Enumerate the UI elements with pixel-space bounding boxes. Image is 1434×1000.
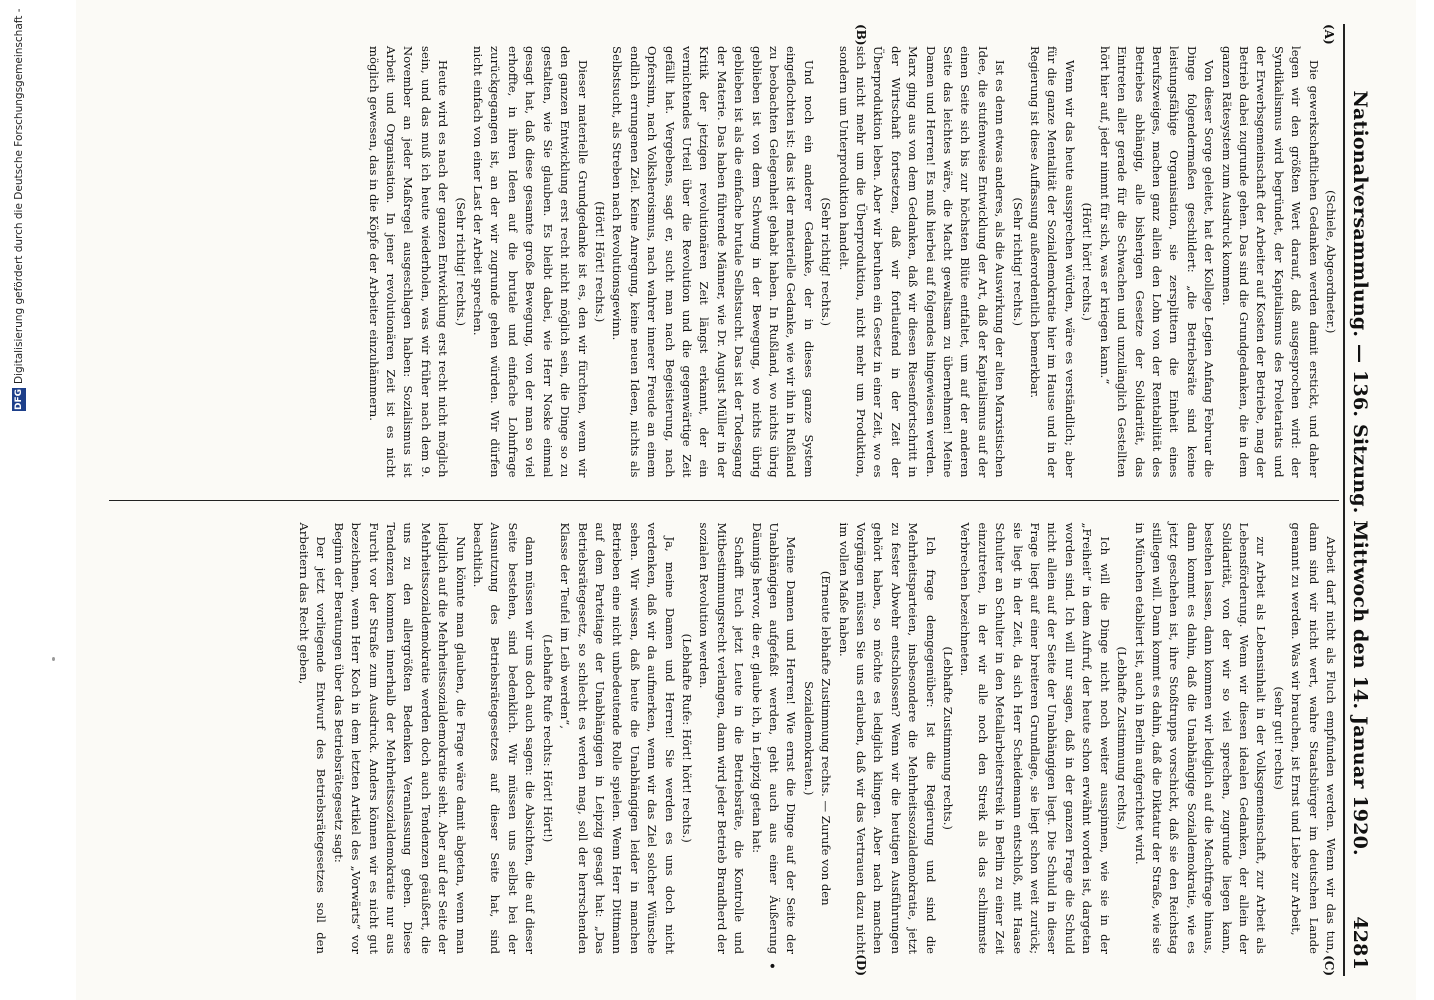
paragraph: (Sehr richtig! rechts.) xyxy=(819,197,834,327)
paragraph: (Lebhafte Rufe: Hört! hört! rechts.) xyxy=(679,633,694,843)
paragraph: (Lebhafte Zustimmung rechts.) xyxy=(1115,646,1130,830)
page-header xyxy=(1343,24,1389,976)
paragraph: Meine Damen und Herren! Wie ernst die Dinge auf der Seite der Unabhängigen aufgefaßt werden, geht auch aus einer Äußerung Däumigs hervor, die er, glaube ich, in Leipzig getan hat: xyxy=(749,522,799,954)
paragraph: (Sehr richtig! rechts.) xyxy=(453,197,468,327)
paragraph: Der jetzt vorliegende Entwurf des Betriebsrätegesetzes soll den Arbeitern das Recht geben, xyxy=(297,522,329,954)
paragraph: Ich will die Dinge nicht noch weiter ausspinnen, wie sie in der „Freiheit“ in dem Aufruf, der heute schon erwähnt worden ist, dargetan worden sind. Ich will nur sagen, daß in der ganzen Frage die Schuld nicht allein auf der Seite der Unabhängigen liegt. Die Schuld in dieser Frage liegt auf einer breiteren Grundlage, sie liegt schon weit zurück; sie liegt in der Zeit, da sich Herr Scheidemann entschloß, mit Haase Schulter an Schulter in den Metallarbeiterstreik in Berlin zu einer Zeit einzutreten, in der wir alle noch den Streik als das schlimmste Verbrechen bezeichneten. xyxy=(958,522,1112,954)
left-column xyxy=(109,24,1339,500)
text-columns xyxy=(109,24,1339,976)
credit-text: Digitalisierung gefördert durch die Deutsche Forschungsgemeinschaft - xyxy=(13,8,25,384)
scanned-page xyxy=(76,0,1416,1000)
paragraph: (Sehr richtig! rechts.) xyxy=(1010,197,1025,327)
paragraph: dann müssen wir uns doch auch sagen: die Absichten, die auf dieser Seite bestehen, sind bedenklich. Wir müssen uns selbst bei der Ausnutzung des Betriebsrätegesetzes auf dieser Seite hat, sind beachtlich. xyxy=(471,522,538,954)
paragraph: (Hört! hört! rechts.) xyxy=(1080,202,1095,321)
paragraph: Dieser materielle Grundgedanke ist es, den wir fürchten, wenn wir den ganzen Entwicklung erst recht nicht möglich sein, die Dinge so zu gestalten, wie Sie glauben. Es bleibt dabei, wie Herr Noske einmal gesagt hat, daß diese gesamte große Bewegung, von der man so viel erhoffte, in ihren Ideen auf die brutale und einfache Lohnfrage zurückgegangen ist, an der wir zugrunde gehen würden. Wir dürfen nicht einfach von einer Last der Arbeit sprechen. xyxy=(471,46,590,478)
header-title: Nationalversammlung. — 136. Sitzung. Mittwoch den 14. Januar 1920. xyxy=(1349,90,1371,856)
paragraph: Wenn wir das heute aussprechen würden, wäre es verständlich; aber für die ganze Mentalität der Sozialdemokratie hier im Hause und in der Regierung ist diese Auffassung außerordentlich bemerkbar. xyxy=(1028,46,1077,478)
paragraph: Heute wird es nach der ganzen Entwicklung erst recht nicht möglich sein, und das muß ich heute wiederholen, was wir früher nach dem 9. November an jeder Maßregel ausgeschlagen haben: Sozialismus ist Arbeit und Organisation. In jener revolutionären Zeit ist es nicht möglich gewesen, das in die Köpfe der Arbeiter einzuhämmern. xyxy=(366,46,451,478)
paragraph: (Hört! Hört! rechts.) xyxy=(592,201,607,323)
paragraph: (Lebhafte Rufe rechts: Hört! Hört!) xyxy=(540,634,555,843)
paragraph: Schafft Euch jetzt Leute in die Betriebsräte, die Kontrolle und Mitbestimmungsrecht verlangen, dann wird jeder Betrieb Brandherd der sozialen Revolution werden. xyxy=(697,522,747,954)
paragraph: (Schiele, Abgeordneter.) xyxy=(1324,190,1338,334)
margin-marker-a: (A) xyxy=(1322,24,1336,45)
paragraph: Ja, meine Damen und Herren! Sie werden es uns doch nicht verdenken, daß wir da aufmerken, wenn wir das Ziel solcher Wünsche sehen. Wir wissen, daß heute die Unabhängigen leider in manchen Betrieben eine nicht unbedeutende Rolle spielen. Wenn Herr Dittmann auf dem Parteitage der Unabhängigen in Leipzig gesagt hat: „Das Betriebsrätegesetz, so schlecht es werden mag, soll der herrschenden Klasse der Teufel im Leib werden“, xyxy=(558,522,677,954)
paragraph: (Erneute lebhafte Zustimmung rechts. — Zurufe von den Sozialdemokraten.) xyxy=(801,570,834,906)
paragraph: Und noch ein anderer Gedanke, der in dieses ganze System eingeflochten ist: das ist der materielle Gedanke, wie wir ihn in Rußland zu beobachten Gelegenheit gehabt haben. In Rußland, wo nichts übrig geblieben ist von dem Schwung in der Bewegung, wo nichts übrig geblieben ist als die einfache brutale Selbstsucht. Das ist der Todesgang der Materie. Das haben führende Männer, wie Dr. August Müller in der Kritik der jetzigen revolutionären Zeit längst erkannt, der ein vernichtendes Urteil über die Revolution und die gegenwärtige Zeit gefällt hat. Vergebens, sagt er, sucht man nach Begeisterung, nach Opfersinn, nach Volksheroismus, nach wahrer innerer Freude an einem endlich errungenen Ziel. Keine Anregung, keine neuen Ideen, nichts als Selbstsucht, als Streben nach Revolutionsgewinn. xyxy=(610,46,816,478)
margin-marker-b: (B) xyxy=(854,24,868,46)
paragraph: (sehr gut! rechts) xyxy=(1271,686,1286,790)
margin-marker-c: (C) xyxy=(1322,955,1336,976)
margin-marker-d: (D) xyxy=(854,954,868,976)
margin-dot: • xyxy=(763,961,779,970)
paragraph: Von dieser Sorge geleitet, hat der Kollege Legien Anfang Februar die Dinge folgendermaßen geschildert: „die Betriebsräte sind keine leistungsfähige Organisation, sie zersplittern die Einheit eines Berufszweiges, machen ganz allein den Lohn von der Rentabilität des Betriebes abhängig, alle bisherigen Gesetze der Solidarität, das Eintreten aller gerade für die Schwachen und unzulänglich Gestellten hört hier auf, jeder nimmt für sich, was er kriegen kann.“ xyxy=(1097,46,1217,478)
paragraph: (Lebhafte Zustimmung rechts.) xyxy=(941,646,956,830)
rotated-page-content xyxy=(103,16,1389,984)
dfg-logo: DFG xyxy=(14,388,24,410)
paragraph: Arbeit darf nicht als Fluch empfunden werden. Wenn wir das tun, dann sind wir nicht wert, wahre Staatsbürger im deutschen Lande genannt zu werden. Was wir brauchen, ist Ernst und Liebe zur Arbeit, xyxy=(1289,522,1338,954)
digitization-credit xyxy=(10,8,28,992)
paragraph: Ist es denn etwas anderes, als die Auswirkung der alten Marxistischen Idee, die stufenweise Entwicklung der Art, daß der Kapitalismus auf der einen Seite sich bis zur höchsten Blüte entfaltet, um auf der anderen Seite das leichtes wäre, die Macht gewaltsam zu übernehmen! Meine Damen und Herren! Es muß hierbei auf folgendes hingewiesen werden. Marx ging aus von dem Gedanken, daß wir diesen Riesenfortschritt in der Wirtschaft fortsetzen, daß wir fortlaufend in der Zeit der Überproduktion leben. Aber wir beruhen ein Gesetz in einer Zeit, wo es sich nicht mehr um die Überproduktion, nicht mehr um Produktion, sondern um Unterproduktion handelt. xyxy=(836,46,1008,478)
paragraph: Ich frage demgegenüber: Ist die Regierung und sind die Mehrheitsparteien, insbesondere die Mehrheitssozialdemokratie, jetzt zu fester Abwehr entschlossen? Wenn wir die heutigen Ausführungen gehört haben, so möchte es lediglich klingen. Aber nach manchen Vorgängen müssen Sie uns erlauben, daß wir das Vertrauen dazu nicht im vollen Maße haben. xyxy=(836,522,938,954)
right-column xyxy=(109,500,1339,977)
paragraph: Die gewerkschaftlichen Gedanken werden damit erstickt, und daher legen wir den größten Wert darauf, daß ausgesprochen wird: der Syndikalismus wird begründet, der Kapitalismus des Proletariats und der Erwerbsgemeinschaft der Arbeiter auf Kosten der Betriebe, mag der Betrieb dabei zugrunde gehen. Das sind die Grundgedanken, die in dem ganzen Rätesystem zum Ausdruck kommen. xyxy=(1219,46,1321,478)
paragraph: zur Arbeit als Lebensinhalt in der Volksgemeinschaft, zur Arbeit als Lebensförderung. Wenn wir diesen idealen Gedanken, der allein der Solidarität, von der wir so viel sprechen, zugrunde liegen kann, bestehen lassen, dann kommen wir lediglich auf die Machtfrage hinaus, dann kommt es dahin, daß die Unabhängige Sozialdemokratie, wie es jetzt geschehen ist, ihre Stoßtrupps vorschickt, daß sie den Reichstag stillegen will. Dann kommt es dahin, daß die Diktatur der Straße, wie sie in München etabliert ist, auch in Berlin aufgerichtet wird. xyxy=(1132,522,1269,954)
page xyxy=(103,16,1389,984)
paragraph: Nun könnte man glauben, die Frage wäre damit abgetan, wenn man lediglich auf die Mehrheitssozialdemokratie sieht. Aber auf der Seite der Mehrheitssozialdemokratie werden doch auch Tendenzen geäußert, die uns zu den allergrößten Bedenken Veranlassung geben. Diese Tendenzen kommen innerhalb der Mehrheitssozialdemokratie nur aus Furcht vor der Straße zum Ausdruck. Anders können wir es nicht gut bezeichnen, wenn Herr Koch in dem letzten Artikel des „Vorwärts“ vor Beginn der Beratungen über das Betriebsrätegesetz sagt: xyxy=(331,522,468,954)
page-number: 4281 xyxy=(1349,916,1371,970)
scan-mark xyxy=(52,657,55,661)
